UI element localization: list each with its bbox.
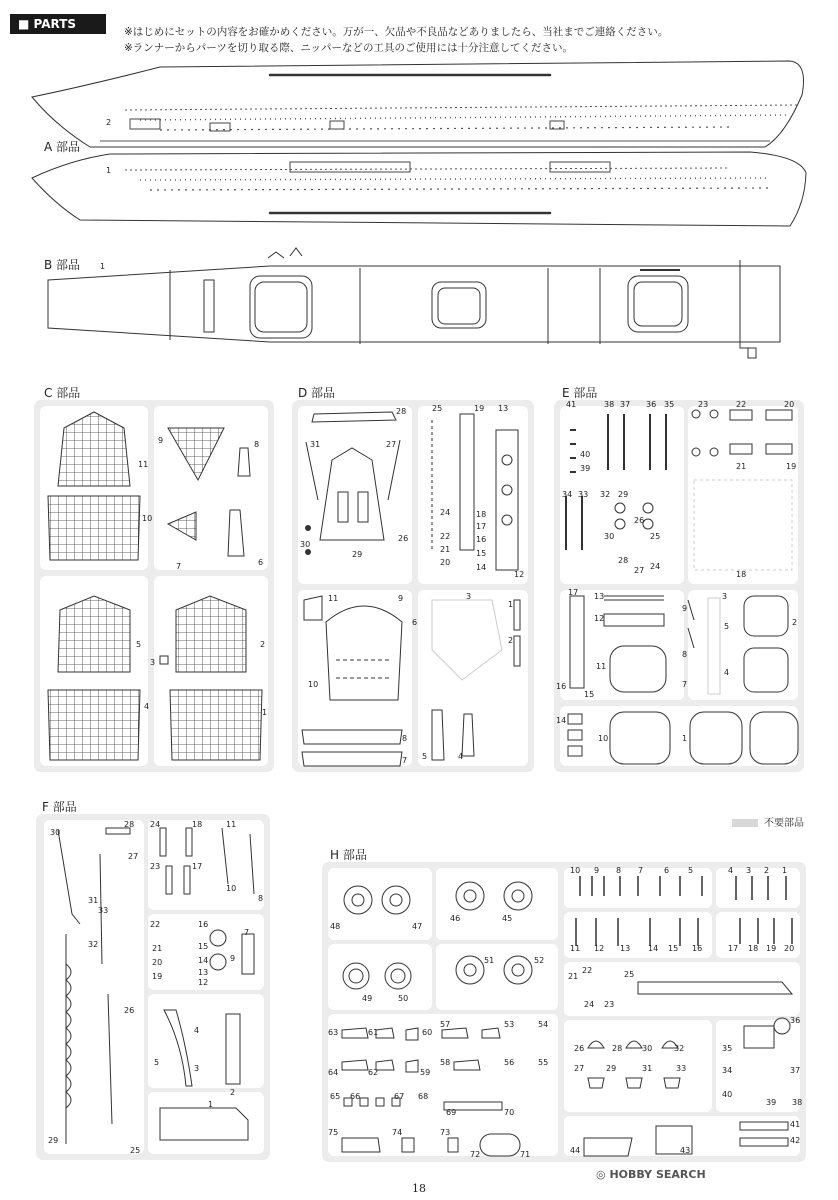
runner-h-parts — [322, 862, 806, 1162]
part-number-h30: 30 — [642, 1044, 653, 1053]
part-number-f1: 1 — [208, 1100, 214, 1109]
part-number-e5: 5 — [724, 622, 730, 631]
part-number-h5: 5 — [688, 866, 694, 875]
part-number-e35: 35 — [664, 400, 675, 409]
part-number-h4: 4 — [728, 866, 734, 875]
part-number-h64: 64 — [328, 1068, 339, 1077]
part-number-h67: 67 — [394, 1092, 405, 1101]
part-number-d8: 8 — [402, 734, 408, 743]
part-number-f23: 23 — [150, 862, 161, 871]
part-number-h10: 10 — [570, 866, 581, 875]
part-number-d28: 28 — [396, 407, 407, 416]
watermark — [596, 1168, 706, 1181]
part-number-h70: 70 — [504, 1108, 515, 1117]
part-number-e28: 28 — [618, 556, 629, 565]
part-number-f4: 4 — [194, 1026, 200, 1035]
part-number-f14: 14 — [198, 956, 209, 965]
part-number-h21: 21 — [568, 972, 579, 981]
part-number-h44: 44 — [570, 1146, 581, 1155]
part-number-f7: 7 — [244, 928, 250, 937]
part-number-f3: 3 — [194, 1064, 200, 1073]
part-number-d11: 11 — [328, 594, 339, 603]
part-number-h14: 14 — [648, 944, 659, 953]
part-number-b1: 1 — [100, 262, 106, 271]
part-number-f9: 9 — [230, 954, 236, 963]
part-number-c11: 11 — [138, 460, 149, 469]
part-number-f16: 16 — [198, 920, 209, 929]
part-number-h3: 3 — [746, 866, 752, 875]
part-number-h59: 59 — [420, 1068, 431, 1077]
part-number-d20: 20 — [440, 558, 451, 567]
part-number-f5: 5 — [154, 1058, 160, 1067]
part-number-h41: 41 — [790, 1120, 801, 1129]
part-number-h56: 56 — [504, 1058, 515, 1067]
part-number-e16: 16 — [556, 682, 567, 691]
part-number-e4: 4 — [724, 668, 730, 677]
watermark-text: HOBBY SEARCH — [609, 1168, 706, 1181]
part-number-h27: 27 — [574, 1064, 585, 1073]
part-number-h47: 47 — [412, 922, 423, 931]
part-number-h48: 48 — [330, 922, 341, 931]
part-number-f30: 30 — [50, 828, 61, 837]
part-number-e10: 10 — [598, 734, 609, 743]
parts-list-header: ■ PARTS LIST — [10, 14, 106, 34]
part-number-h49: 49 — [362, 994, 373, 1003]
part-number-c1: 1 — [262, 708, 268, 717]
note-cutting-caution: ※ランナーからパーツを切り取る際、ニッパーなどの工具のご使用には十分注意してください。 — [124, 42, 573, 54]
part-number-f18: 18 — [192, 820, 203, 829]
part-number-d3: 3 — [466, 592, 472, 601]
part-number-h35: 35 — [722, 1044, 733, 1053]
part-number-c3: 3 — [150, 658, 156, 667]
part-number-f17: 17 — [192, 862, 203, 871]
part-number-h22: 22 — [582, 966, 593, 975]
watermark-icon: ◎ — [596, 1168, 610, 1181]
part-number-h63: 63 — [328, 1028, 339, 1037]
part-number-h71: 71 — [520, 1150, 531, 1159]
part-number-f19: 19 — [152, 972, 163, 981]
part-number-h60: 60 — [422, 1028, 433, 1037]
part-number-e27: 27 — [634, 566, 645, 575]
part-number-d31: 31 — [310, 440, 321, 449]
part-number-e24: 24 — [650, 562, 661, 571]
section-h-label: H 部品 — [330, 848, 367, 862]
part-number-h69: 69 — [446, 1108, 457, 1117]
page-number: 18 — [412, 1182, 426, 1195]
part-number-d5: 5 — [422, 752, 428, 761]
part-number-h74: 74 — [392, 1128, 403, 1137]
part-number-h8: 8 — [616, 866, 622, 875]
part-number-c6: 6 — [258, 558, 264, 567]
part-number-f32: 32 — [88, 940, 99, 949]
part-number-h65: 65 — [330, 1092, 341, 1101]
part-number-h24: 24 — [584, 1000, 595, 1009]
part-number-c5: 5 — [136, 640, 142, 649]
part-number-f22: 22 — [150, 920, 161, 929]
part-number-f11: 11 — [226, 820, 237, 829]
part-number-h75: 75 — [328, 1128, 339, 1137]
part-number-e12: 12 — [594, 614, 605, 623]
part-number-h13: 13 — [620, 944, 631, 953]
part-number-h19: 19 — [766, 944, 777, 953]
part-number-e15: 15 — [584, 690, 595, 699]
part-number-e18: 18 — [736, 570, 747, 579]
unused-parts-legend — [732, 814, 804, 829]
part-number-e17: 17 — [568, 588, 579, 597]
section-a-label: A 部品 — [44, 140, 81, 154]
flight-deck-part-b1 — [40, 244, 800, 364]
part-number-c8: 8 — [254, 440, 260, 449]
part-number-e19: 19 — [786, 462, 797, 471]
part-number-e33: 33 — [578, 490, 589, 499]
part-number-h58: 58 — [440, 1058, 451, 1067]
part-number-f21: 21 — [152, 944, 163, 953]
hull-part-a2 — [30, 55, 810, 150]
part-number-h25: 25 — [624, 970, 635, 979]
part-number-c2: 2 — [260, 640, 266, 649]
part-number-f29: 29 — [48, 1136, 59, 1145]
part-number-h52: 52 — [534, 956, 545, 965]
part-number-c4: 4 — [144, 702, 150, 711]
part-number-h38: 38 — [792, 1098, 803, 1107]
part-number-h66: 66 — [350, 1092, 361, 1101]
runner-d-parts — [292, 400, 534, 772]
part-number-h16: 16 — [692, 944, 703, 953]
part-number-h51: 51 — [484, 956, 495, 965]
part-number-c9: 9 — [158, 436, 164, 445]
part-number-e20: 20 — [784, 400, 795, 409]
part-number-h2: 2 — [764, 866, 770, 875]
part-number-h61: 61 — [368, 1028, 379, 1037]
hull-part-a1 — [30, 148, 810, 228]
part-number-f10: 10 — [226, 884, 237, 893]
note-check-contents: ※はじめにセットの内容をお確かめください。万が一、欠品や不良品などありましたら、当社までご連絡ください。 — [124, 26, 669, 38]
part-number-h31: 31 — [642, 1064, 653, 1073]
part-number-h73: 73 — [440, 1128, 451, 1137]
part-number-d22: 22 — [440, 532, 451, 541]
part-number-e32: 32 — [600, 490, 611, 499]
part-number-d1: 1 — [508, 600, 514, 609]
part-number-h15: 15 — [668, 944, 679, 953]
part-number-h68: 68 — [418, 1092, 429, 1101]
part-number-f27: 27 — [128, 852, 139, 861]
part-number-h6: 6 — [664, 866, 670, 875]
runner-c-parts — [34, 400, 274, 772]
part-number-e25: 25 — [650, 532, 661, 541]
part-number-d19: 19 — [474, 404, 485, 413]
part-number-a1: 1 — [106, 166, 112, 175]
part-number-e7: 7 — [682, 680, 688, 689]
part-number-h37: 37 — [790, 1066, 801, 1075]
part-number-h55: 55 — [538, 1058, 549, 1067]
part-number-d10: 10 — [308, 680, 319, 689]
part-number-d2: 2 — [508, 636, 514, 645]
runner-e-parts — [554, 400, 804, 772]
part-number-f26: 26 — [124, 1006, 135, 1015]
parts-list-title: PARTS LIST — [18, 17, 77, 51]
part-number-d25: 25 — [432, 404, 443, 413]
part-number-f24: 24 — [150, 820, 161, 829]
part-number-e2: 2 — [792, 618, 798, 627]
part-number-d26: 26 — [398, 534, 409, 543]
part-number-h23: 23 — [604, 1000, 615, 1009]
part-number-h9: 9 — [594, 866, 600, 875]
part-number-e36: 36 — [646, 400, 657, 409]
part-number-f15: 15 — [198, 942, 209, 951]
unused-parts-label: 不要部品 — [764, 818, 804, 829]
part-number-d18: 18 — [476, 510, 487, 519]
part-number-d17: 17 — [476, 522, 487, 531]
part-number-h45: 45 — [502, 914, 513, 923]
part-number-h50: 50 — [398, 994, 409, 1003]
part-number-d15: 15 — [476, 549, 487, 558]
part-number-f13: 13 — [198, 968, 209, 977]
part-number-d12: 12 — [514, 570, 525, 579]
unused-parts-swatch — [732, 819, 758, 827]
part-number-e26: 26 — [634, 516, 645, 525]
part-number-f12: 12 — [198, 978, 209, 987]
part-number-c10: 10 — [142, 514, 153, 523]
part-number-e14: 14 — [556, 716, 567, 725]
part-number-e34: 34 — [562, 490, 573, 499]
part-number-h7: 7 — [638, 866, 644, 875]
part-number-c7: 7 — [176, 562, 182, 571]
part-number-d29: 29 — [352, 550, 363, 559]
part-number-f20: 20 — [152, 958, 163, 967]
part-number-d24: 24 — [440, 508, 451, 517]
part-number-e29: 29 — [618, 490, 629, 499]
part-number-d7: 7 — [402, 756, 408, 765]
part-number-h42: 42 — [790, 1136, 801, 1145]
part-number-d30: 30 — [300, 540, 311, 549]
part-number-d21: 21 — [440, 545, 451, 554]
part-number-h72: 72 — [470, 1150, 481, 1159]
part-number-h62: 62 — [368, 1068, 379, 1077]
part-number-h46: 46 — [450, 914, 461, 923]
part-number-h18: 18 — [748, 944, 759, 953]
part-number-a2: 2 — [106, 118, 112, 127]
part-number-e39: 39 — [580, 464, 591, 473]
part-number-d9: 9 — [398, 594, 404, 603]
part-number-e30: 30 — [604, 532, 615, 541]
part-number-f28: 28 — [124, 820, 135, 829]
part-number-d13: 13 — [498, 404, 509, 413]
part-number-h26: 26 — [574, 1044, 585, 1053]
part-number-e21: 21 — [736, 462, 747, 471]
part-number-h1: 1 — [782, 866, 788, 875]
part-number-f31: 31 — [88, 896, 99, 905]
part-number-e13: 13 — [594, 592, 605, 601]
part-number-h29: 29 — [606, 1064, 617, 1073]
part-number-h20: 20 — [784, 944, 795, 953]
part-number-h34: 34 — [722, 1066, 733, 1075]
part-number-e3: 3 — [722, 592, 728, 601]
part-number-e40: 40 — [580, 450, 591, 459]
part-number-h17: 17 — [728, 944, 739, 953]
part-number-d6: 6 — [412, 618, 418, 627]
part-number-h12: 12 — [594, 944, 605, 953]
section-b-label: B 部品 — [44, 258, 81, 272]
part-number-h43: 43 — [680, 1146, 691, 1155]
part-number-f8: 8 — [258, 894, 264, 903]
part-number-h40: 40 — [722, 1090, 733, 1099]
section-c-label: C 部品 — [44, 386, 81, 400]
part-number-d14: 14 — [476, 563, 487, 572]
part-number-h33: 33 — [676, 1064, 687, 1073]
part-number-h53: 53 — [504, 1020, 515, 1029]
part-number-h54: 54 — [538, 1020, 549, 1029]
part-number-h36: 36 — [790, 1016, 801, 1025]
section-f-label: F 部品 — [42, 800, 77, 814]
section-d-label: D 部品 — [298, 386, 336, 400]
part-number-d16: 16 — [476, 535, 487, 544]
part-number-e22: 22 — [736, 400, 747, 409]
part-number-h11: 11 — [570, 944, 581, 953]
part-number-h28: 28 — [612, 1044, 623, 1053]
part-number-e37: 37 — [620, 400, 631, 409]
part-number-e41: 41 — [566, 400, 577, 409]
part-number-e11: 11 — [596, 662, 607, 671]
part-number-e9: 9 — [682, 604, 688, 613]
part-number-h39: 39 — [766, 1098, 777, 1107]
part-number-f25: 25 — [130, 1146, 141, 1155]
part-number-e38: 38 — [604, 400, 615, 409]
part-number-d4: 4 — [458, 752, 464, 761]
part-number-e1: 1 — [682, 734, 688, 743]
section-e-label: E 部品 — [562, 386, 598, 400]
part-number-f33: 33 — [98, 906, 109, 915]
part-number-e8: 8 — [682, 650, 688, 659]
part-number-h32: 32 — [674, 1044, 685, 1053]
part-number-e23: 23 — [698, 400, 709, 409]
part-number-f2: 2 — [230, 1088, 236, 1097]
part-number-d27: 27 — [386, 440, 397, 449]
part-number-h57: 57 — [440, 1020, 451, 1029]
